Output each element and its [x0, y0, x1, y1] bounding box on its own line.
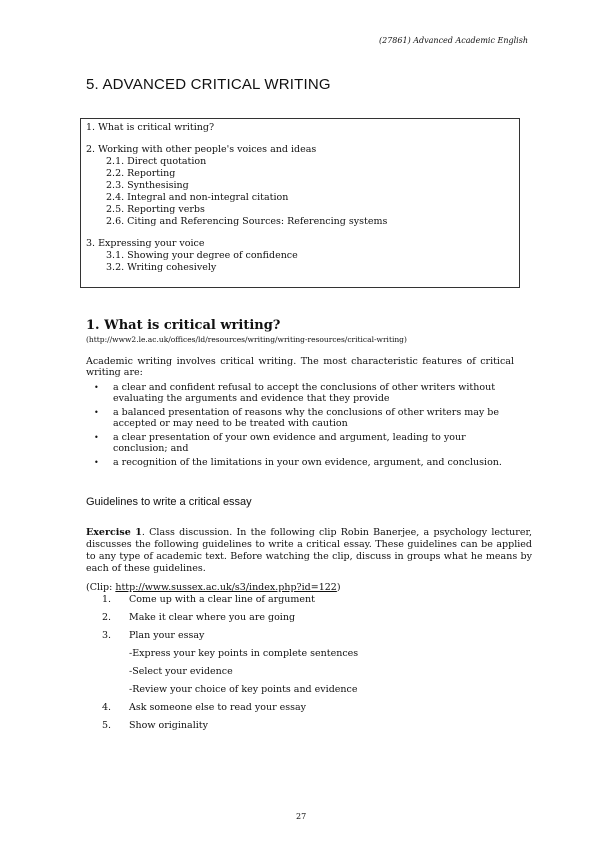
section-heading: 1. What is critical writing? — [86, 318, 281, 333]
running-header: (27861) Advanced Academic English — [379, 36, 528, 45]
toc-item: 2.2. Reporting — [106, 168, 176, 179]
exercise-text: . Class discussion. In the following clip Robin Banerjee, a psychology lecturer, discusses the following guidelines to write a critical essay. These guidelines can be applied to any type of academic text. Before watching the clip, discuss in groups what he means by each of these guidelines. — [86, 527, 532, 574]
clip-reference — [86, 582, 341, 593]
list-item: • a clear presentation of your own evidence and argument, leading to your conclusion; and — [86, 432, 516, 454]
feature-list — [86, 382, 516, 471]
step-number: 2. — [102, 612, 112, 623]
toc-gap — [86, 228, 514, 238]
step-text: Show originality — [129, 720, 208, 731]
exercise-label: Exercise 1 — [86, 527, 142, 538]
step-text: Ask someone else to read your essay — [129, 702, 307, 713]
step-text: Plan your essay — [129, 630, 205, 641]
toc-item: 1. What is critical writing? — [86, 122, 215, 133]
step-text: Come up with a clear line of argument — [129, 594, 315, 605]
subsection-heading: Guidelines to write a critical essay — [86, 496, 252, 508]
clip-prefix: (Clip: — [86, 582, 116, 593]
list-item: • a clear and confident refusal to accept the conclusions of other writers without evaluating the arguments and evidence that they provide — [86, 382, 516, 404]
step-number: 3. — [102, 630, 112, 641]
step-text: Make it clear where you are going — [129, 612, 296, 623]
chapter-title: 5. ADVANCED CRITICAL WRITING — [86, 76, 331, 93]
clip-link[interactable]: http://www.sussex.ac.uk/s3/index.php?id=122 — [115, 582, 337, 593]
clip-suffix: ) — [336, 582, 341, 593]
table-of-contents — [80, 118, 520, 288]
toc-item: 2.3. Synthesising — [106, 180, 189, 191]
toc-item: 2. Working with other people's voices and ideas — [86, 144, 317, 155]
toc-gap — [86, 134, 514, 144]
step-text: -Select your evidence — [129, 666, 233, 677]
list-item: • a recognition of the limitations in your own evidence, argument, and conclusion. — [86, 457, 516, 468]
source-url: (http://www2.le.ac.uk/offices/ld/resources/writing/writing-resources/critical-writing) — [86, 335, 407, 344]
step-text: -Review your choice of key points and evidence — [129, 684, 358, 695]
toc-item: 3.2. Writing cohesively — [106, 262, 217, 273]
list-item: • a balanced presentation of reasons why the conclusions of other writers may be accepted or may need to be treated with caution — [86, 407, 516, 429]
page-number: 27 — [296, 812, 307, 821]
step-text: -Express your key points in complete sentences — [129, 648, 359, 659]
toc-item: 2.6. Citing and Referencing Sources: Referencing systems — [106, 216, 388, 227]
step-number: 4. — [102, 702, 112, 713]
exercise-paragraph — [86, 527, 532, 575]
intro-paragraph: Academic writing involves critical writing. The most characteristic features of critical writing are: — [86, 356, 514, 378]
toc-item: 2.1. Direct quotation — [106, 156, 207, 167]
step-number: 5. — [102, 720, 112, 731]
toc-item: 2.5. Reporting verbs — [106, 204, 205, 215]
toc-item: 3. Expressing your voice — [86, 238, 205, 249]
step-number: 1. — [102, 594, 112, 605]
toc-item: 3.1. Showing your degree of confidence — [106, 250, 298, 261]
toc-item: 2.4. Integral and non-integral citation — [106, 192, 289, 203]
